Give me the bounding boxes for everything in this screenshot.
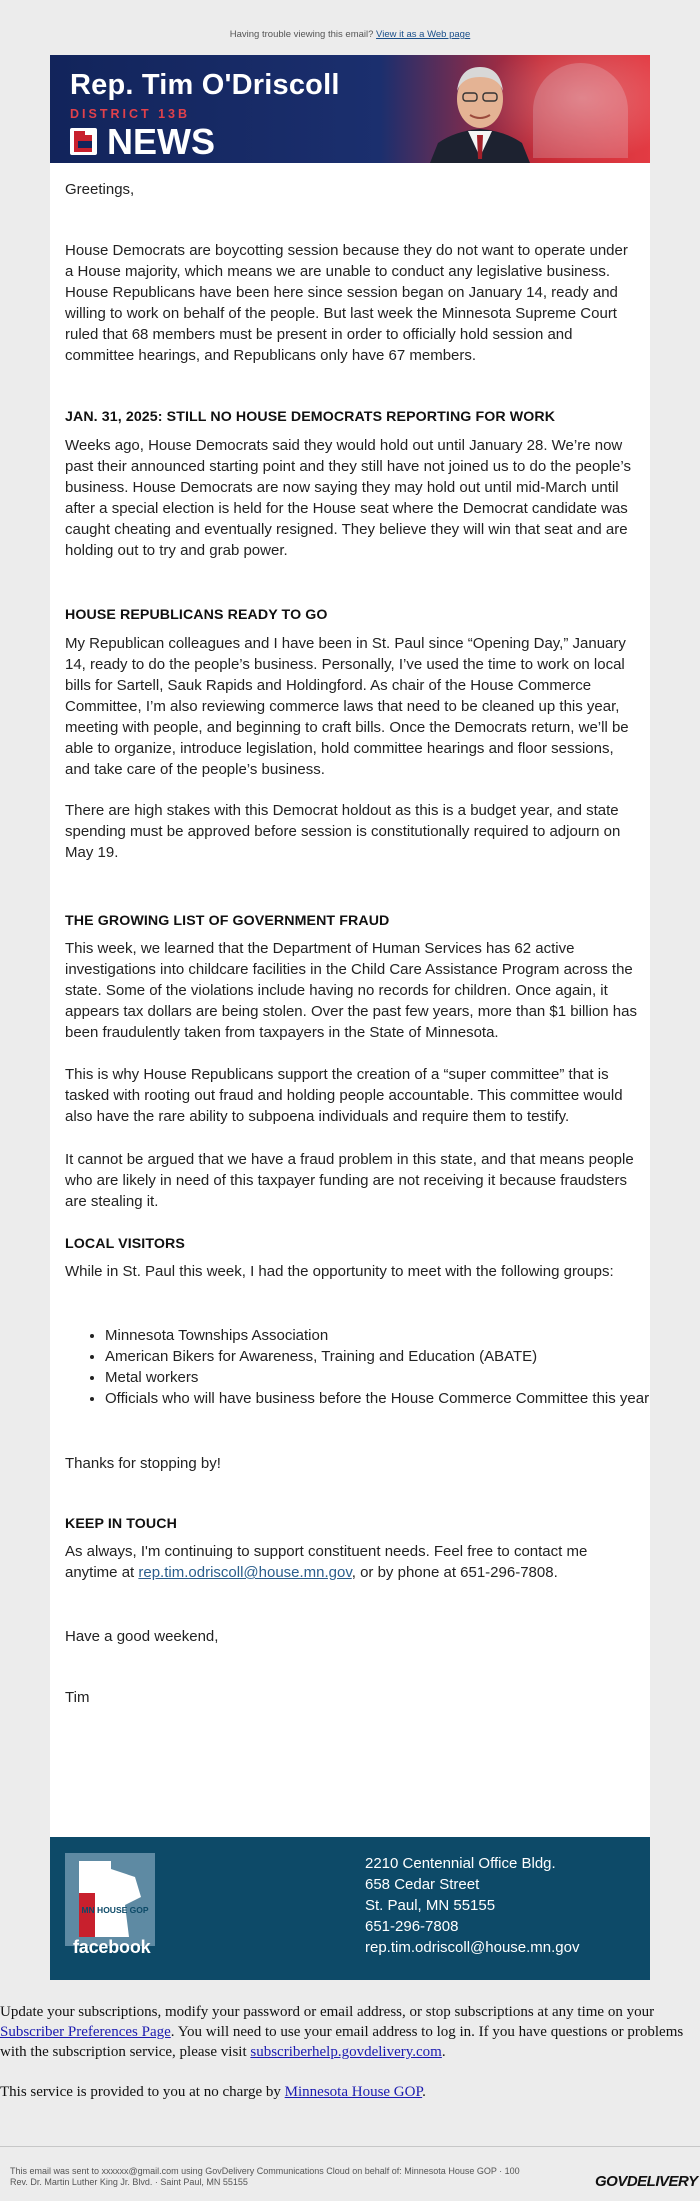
subscription-text: . [441, 2044, 446, 2060]
service-paragraph [0, 2082, 700, 2102]
visitors-paragraph: While in St. Paul this week, I had the opportunity to meet with the following groups: [65, 1263, 614, 1280]
contact-text-before: As always, I'm continuing to support constituent needs. Feel free to contact me anytime at [65, 1543, 588, 1581]
top-note-text: Having trouble viewing this email? [229, 29, 374, 40]
mn-house-gop-logo-icon[interactable] [65, 1853, 155, 1946]
divider [0, 2146, 700, 2147]
super-committee-paragraph: This is why House Republicans support the creation of a “super committee” that is tasked with rooting out fraud and holding people accountable. This committee would also have the rare ability to subpoena individuals and require them to testify. [65, 1066, 623, 1125]
facebook-link[interactable]: facebook [73, 1937, 151, 1957]
footer-email[interactable]: rep.tim.odriscoll@house.mn.gov [365, 1939, 580, 1956]
subscription-text: . You will need to use your email address to log in. If you have questions or problems with the subscription service, please visit [0, 2024, 684, 2060]
stakes-paragraph: There are high stakes with this Democrat holdout as this is a budget year, and state spending must be approved before session is constitutionally required to adjourn on May 19. [65, 802, 621, 861]
section-heading-fraud: THE GROWING LIST OF GOVERNMENT FRAUD [65, 913, 390, 929]
phone-number: 651-296-7808 [365, 1918, 459, 1935]
contact-paragraph [65, 1541, 637, 1583]
visitors-list [65, 1325, 665, 1409]
logo-text: MN HOUSE GOP [81, 1905, 149, 1915]
fine-print-line: This email was sent to xxxxxx@gmail.com using GovDelivery Communications Cloud on behalf of: Minnesota House GOP · 100 [10, 2166, 520, 2176]
subscriber-help-link[interactable]: subscriberhelp.govdelivery.com [250, 2044, 442, 2060]
fine-print [10, 2166, 570, 2188]
header-banner [50, 55, 650, 163]
service-text: This service is provided to you at no charge by [0, 2084, 285, 2100]
contact-footer [50, 1837, 650, 1980]
email-card [50, 55, 650, 1980]
capitol-dome-graphic [533, 63, 628, 158]
office-address [365, 1853, 579, 1958]
section-heading-ready: HOUSE REPUBLICANS READY TO GO [65, 607, 328, 623]
representative-portrait [420, 55, 540, 163]
mn-house-gop-link[interactable]: Minnesota House GOP [284, 2084, 423, 2100]
address-line: St. Paul, MN 55155 [365, 1897, 496, 1914]
fraud-paragraph: This week, we learned that the Department of Human Services has 62 active investigations into childcare facilities in the Child Care Assistance Program across the state. Some of the violations include having no records for children. Once again, it appears tax dollars are being stolen. Over the past few years, more than $1 billion has been fraudulently taken from taxpayers in the State of Minnesota. [65, 940, 637, 1041]
address-line: 2210 Centennial Office Bldg. [365, 1855, 556, 1872]
list-item: • Minnesota Townships Association [105, 1325, 665, 1346]
thanks-paragraph: Thanks for stopping by! [65, 1455, 221, 1472]
fine-print-line: Rev. Dr. Martin Luther King Jr. Blvd. · Saint Paul, MN 55155 [10, 2177, 248, 2187]
list-item: • Officials who will have business before the House Commerce Committee this year [105, 1388, 665, 1409]
fraud-problem-paragraph: It cannot be argued that we have a fraud problem in this state, and that means people who are likely in need of this taxpayer funding are not receiving it because fraudsters are stealing it. [65, 1151, 634, 1210]
govdelivery-logo[interactable]: GOVDELIVERY [595, 2173, 698, 2190]
closing-line: Have a good weekend, [65, 1628, 219, 1645]
subscription-text: Update your subscriptions, modify your password or email address, or stop subscriptions at any time on your [0, 2004, 655, 2020]
list-item: • Metal workers [105, 1367, 665, 1388]
section-heading-keep-in-touch: KEEP IN TOUCH [65, 1516, 177, 1532]
subscription-paragraph [0, 2002, 700, 2062]
web-page-link[interactable]: View it as a Web page [376, 29, 471, 40]
signature: Tim [65, 1689, 90, 1706]
representative-name: Rep. Tim O'Driscoll [70, 69, 340, 101]
greeting: Greetings, [65, 181, 135, 198]
contact-text-after: , or by phone at 651-296-7808. [351, 1564, 558, 1581]
service-text: . [422, 2084, 426, 2100]
ready-paragraph: My Republican colleagues and I have been in St. Paul since “Opening Day,” January 14, ready to do the people’s business. Personally, I’ve used the time to work on local bills for Sartell, Sauk Rapids and Holdingford. As chair of the House Commerce Committee, I’m also reviewing commerce laws that need to be cleaned up this year, meeting with people, and beginning to craft bills. Once the Democrats return, we’ll be able to organize, introduce legislation, hold committee hearings and floor sessions, and take care of the people’s business. [65, 635, 629, 778]
democrats-paragraph: Weeks ago, House Democrats said they would hold out until January 28. We’re now past their announced starting point and they still have not joined us to do the people’s business. House Democrats are now saying they may hold out until mid-March until after a special election is held for the House seat where the Democrat candidate was caught cheating and eventually resigned. They believe they will win that seat and are holding out to try and grab power. [65, 437, 631, 559]
news-label: NEWS [107, 121, 215, 162]
section-heading-democrats: JAN. 31, 2025: STILL NO HOUSE DEMOCRATS REPORTING FOR WORK [65, 409, 556, 425]
gop-logo-icon [70, 128, 97, 155]
top-note [0, 29, 700, 40]
district-label: DISTRICT 13B [70, 107, 191, 121]
list-item: • American Bikers for Awareness, Training and Education (ABATE) [105, 1346, 665, 1367]
subscriber-preferences-link[interactable]: Subscriber Preferences Page [0, 2024, 171, 2040]
contact-email-link[interactable]: rep.tim.odriscoll@house.mn.gov [138, 1564, 352, 1581]
subscription-notice [0, 2002, 700, 2102]
intro-paragraph: House Democrats are boycotting session because they do not want to operate under a House majority, which means we are unable to conduct any legislative business. House Republicans have been here since session began on January 14, ready and willing to work on behalf of the people. But last week the Minnesota Supreme Court ruled that 68 members must be present in order to officially hold session and committee hearings, and Republicans only have 67 members. [65, 242, 628, 364]
address-line: 658 Cedar Street [365, 1876, 480, 1893]
section-heading-visitors: LOCAL VISITORS [65, 1236, 185, 1252]
